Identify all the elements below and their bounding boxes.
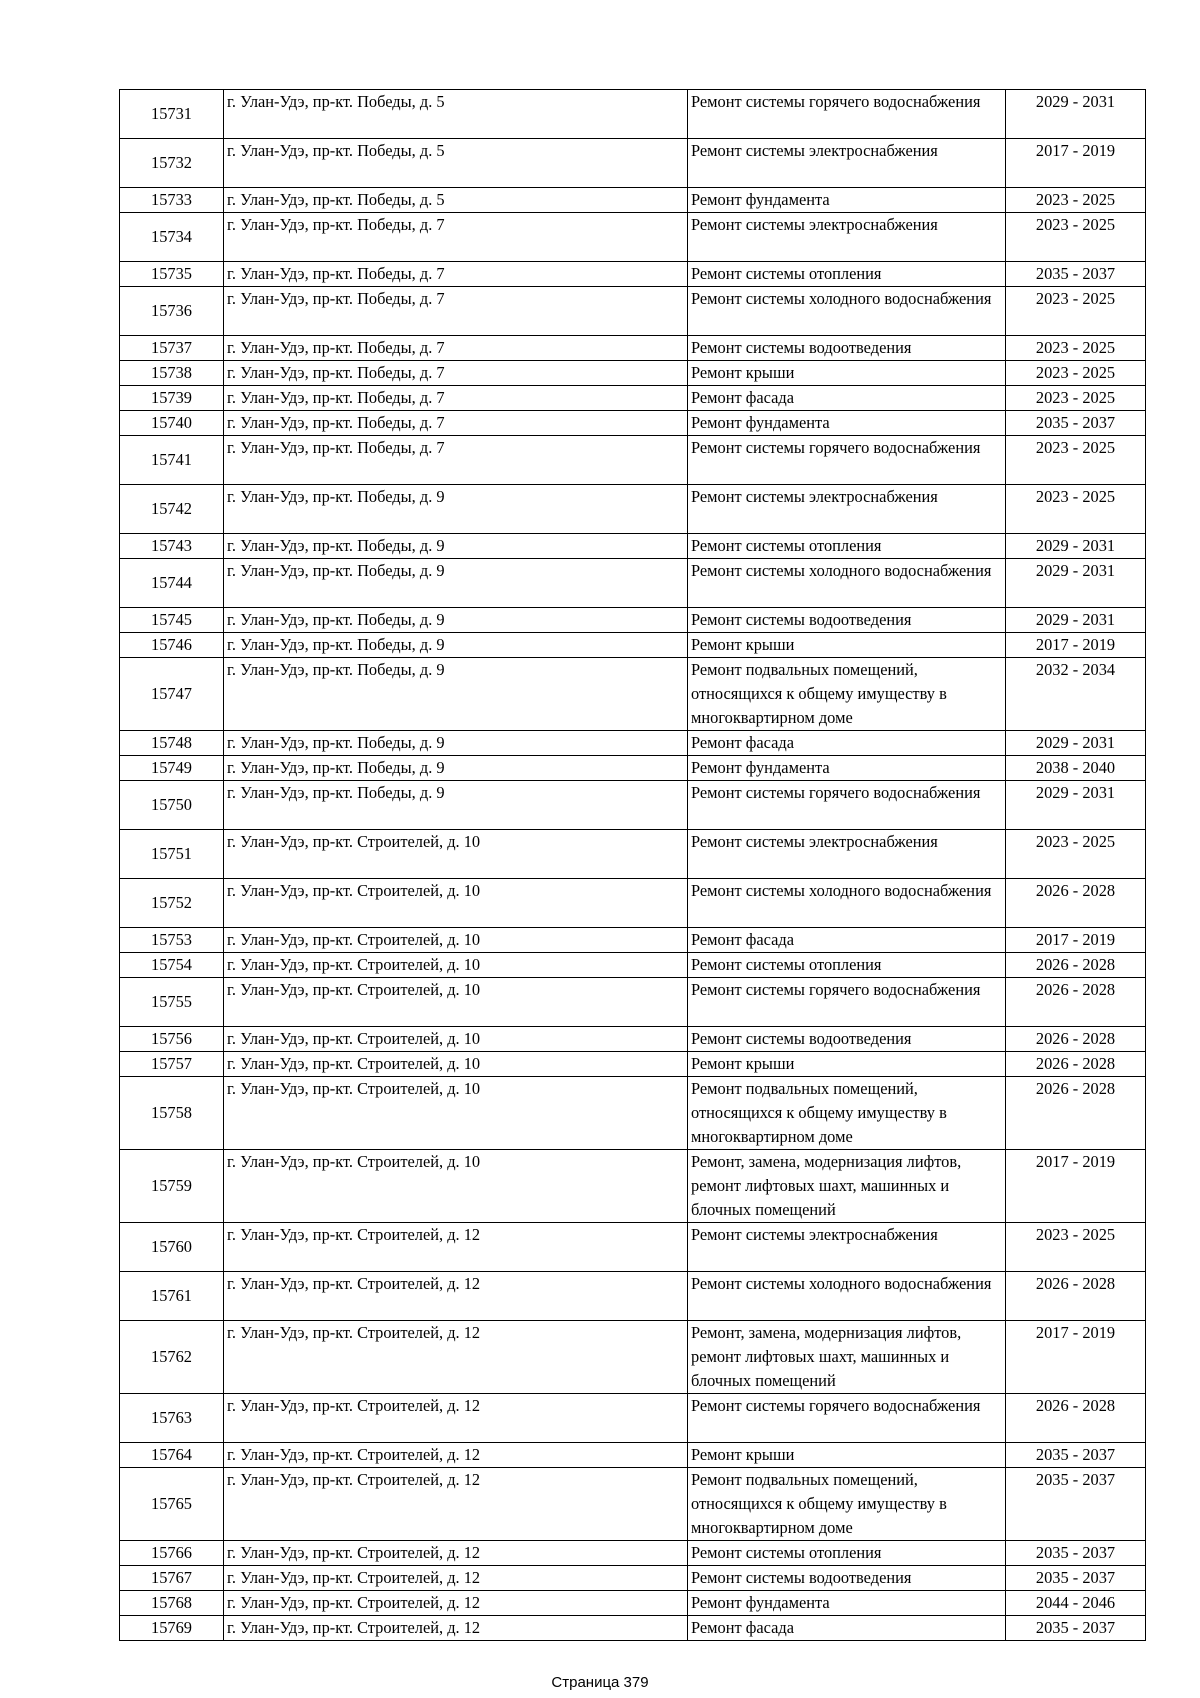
- address-cell: г. Улан-Удэ, пр-кт. Строителей, д. 12: [224, 1443, 688, 1468]
- work-type-cell: Ремонт системы электроснабжения: [688, 830, 1006, 879]
- row-number-cell: 15745: [120, 608, 224, 633]
- work-type-cell: Ремонт крыши: [688, 633, 1006, 658]
- table-row: [120, 188, 1146, 213]
- table-row: [120, 756, 1146, 781]
- row-number-cell: 15753: [120, 928, 224, 953]
- table-row: [120, 731, 1146, 756]
- work-type-cell: Ремонт системы электроснабжения: [688, 485, 1006, 534]
- row-number-cell: 15766: [120, 1541, 224, 1566]
- work-type-cell: Ремонт системы отопления: [688, 534, 1006, 559]
- table-row: [120, 361, 1146, 386]
- work-type-cell: Ремонт фасада: [688, 928, 1006, 953]
- row-number-cell: 15752: [120, 879, 224, 928]
- table-row: [120, 1468, 1146, 1541]
- table-row: [120, 287, 1146, 336]
- table-row: [120, 608, 1146, 633]
- period-cell: 2032 - 2034: [1006, 658, 1146, 731]
- work-type-cell: Ремонт фундамента: [688, 756, 1006, 781]
- table-row: [120, 1591, 1146, 1616]
- row-number-cell: 15751: [120, 830, 224, 879]
- table-row: [120, 1223, 1146, 1272]
- address-cell: г. Улан-Удэ, пр-кт. Победы, д. 5: [224, 139, 688, 188]
- address-cell: г. Улан-Удэ, пр-кт. Строителей, д. 10: [224, 928, 688, 953]
- row-number-cell: 15736: [120, 287, 224, 336]
- table-row: [120, 559, 1146, 608]
- table-row: [120, 1394, 1146, 1443]
- repair-schedule-table: [119, 89, 1146, 1641]
- address-cell: г. Улан-Удэ, пр-кт. Победы, д. 7: [224, 262, 688, 287]
- work-type-cell: Ремонт подвальных помещений, относящихся к общему имуществу в многоквартирном доме: [688, 1077, 1006, 1150]
- table-row: [120, 1616, 1146, 1641]
- address-cell: г. Улан-Удэ, пр-кт. Победы, д. 7: [224, 336, 688, 361]
- work-type-cell: Ремонт фундамента: [688, 1591, 1006, 1616]
- table-row: [120, 534, 1146, 559]
- work-type-cell: Ремонт системы горячего водоснабжения: [688, 90, 1006, 139]
- table-row: [120, 1077, 1146, 1150]
- row-number-cell: 15757: [120, 1052, 224, 1077]
- work-type-cell: Ремонт, замена, модернизация лифтов, ремонт лифтовых шахт, машинных и блочных помещений: [688, 1150, 1006, 1223]
- row-number-cell: 15755: [120, 978, 224, 1027]
- table-row: [120, 386, 1146, 411]
- address-cell: г. Улан-Удэ, пр-кт. Победы, д. 9: [224, 608, 688, 633]
- period-cell: 2026 - 2028: [1006, 1077, 1146, 1150]
- address-cell: г. Улан-Удэ, пр-кт. Победы, д. 9: [224, 756, 688, 781]
- address-cell: г. Улан-Удэ, пр-кт. Победы, д. 7: [224, 436, 688, 485]
- period-cell: 2035 - 2037: [1006, 411, 1146, 436]
- row-number-cell: 15763: [120, 1394, 224, 1443]
- period-cell: 2029 - 2031: [1006, 731, 1146, 756]
- table-row: [120, 1027, 1146, 1052]
- row-number-cell: 15765: [120, 1468, 224, 1541]
- work-type-cell: Ремонт системы электроснабжения: [688, 1223, 1006, 1272]
- period-cell: 2026 - 2028: [1006, 1052, 1146, 1077]
- period-cell: 2044 - 2046: [1006, 1591, 1146, 1616]
- period-cell: 2023 - 2025: [1006, 188, 1146, 213]
- table-row: [120, 436, 1146, 485]
- row-number-cell: 15747: [120, 658, 224, 731]
- address-cell: г. Улан-Удэ, пр-кт. Строителей, д. 10: [224, 953, 688, 978]
- table-row: [120, 1443, 1146, 1468]
- row-number-cell: 15734: [120, 213, 224, 262]
- period-cell: 2023 - 2025: [1006, 336, 1146, 361]
- address-cell: г. Улан-Удэ, пр-кт. Победы, д. 9: [224, 633, 688, 658]
- address-cell: г. Улан-Удэ, пр-кт. Победы, д. 7: [224, 361, 688, 386]
- period-cell: 2026 - 2028: [1006, 879, 1146, 928]
- work-type-cell: Ремонт фасада: [688, 731, 1006, 756]
- address-cell: г. Улан-Удэ, пр-кт. Строителей, д. 12: [224, 1272, 688, 1321]
- period-cell: 2035 - 2037: [1006, 1616, 1146, 1641]
- row-number-cell: 15769: [120, 1616, 224, 1641]
- row-number-cell: 15760: [120, 1223, 224, 1272]
- table-row: [120, 879, 1146, 928]
- work-type-cell: Ремонт системы отопления: [688, 262, 1006, 287]
- period-cell: 2026 - 2028: [1006, 1394, 1146, 1443]
- period-cell: 2023 - 2025: [1006, 830, 1146, 879]
- address-cell: г. Улан-Удэ, пр-кт. Строителей, д. 12: [224, 1616, 688, 1641]
- work-type-cell: Ремонт системы электроснабжения: [688, 213, 1006, 262]
- address-cell: г. Улан-Удэ, пр-кт. Победы, д. 7: [224, 287, 688, 336]
- page-number: Страница 379: [551, 1674, 649, 1691]
- table-row: [120, 658, 1146, 731]
- period-cell: 2035 - 2037: [1006, 262, 1146, 287]
- address-cell: г. Улан-Удэ, пр-кт. Строителей, д. 12: [224, 1394, 688, 1443]
- address-cell: г. Улан-Удэ, пр-кт. Победы, д. 9: [224, 485, 688, 534]
- work-type-cell: Ремонт крыши: [688, 1052, 1006, 1077]
- row-number-cell: 15743: [120, 534, 224, 559]
- row-number-cell: 15731: [120, 90, 224, 139]
- table-row: [120, 213, 1146, 262]
- period-cell: 2029 - 2031: [1006, 608, 1146, 633]
- period-cell: 2023 - 2025: [1006, 213, 1146, 262]
- row-number-cell: 15738: [120, 361, 224, 386]
- table-row: [120, 90, 1146, 139]
- address-cell: г. Улан-Удэ, пр-кт. Строителей, д. 12: [224, 1468, 688, 1541]
- work-type-cell: Ремонт системы холодного водоснабжения: [688, 879, 1006, 928]
- table-row: [120, 411, 1146, 436]
- table-row: [120, 978, 1146, 1027]
- address-cell: г. Улан-Удэ, пр-кт. Строителей, д. 12: [224, 1223, 688, 1272]
- work-type-cell: Ремонт системы горячего водоснабжения: [688, 1394, 1006, 1443]
- period-cell: 2017 - 2019: [1006, 139, 1146, 188]
- period-cell: 2023 - 2025: [1006, 436, 1146, 485]
- period-cell: 2029 - 2031: [1006, 534, 1146, 559]
- row-number-cell: 15741: [120, 436, 224, 485]
- row-number-cell: 15733: [120, 188, 224, 213]
- address-cell: г. Улан-Удэ, пр-кт. Строителей, д. 12: [224, 1541, 688, 1566]
- work-type-cell: Ремонт системы водоотведения: [688, 1566, 1006, 1591]
- row-number-cell: 15768: [120, 1591, 224, 1616]
- address-cell: г. Улан-Удэ, пр-кт. Победы, д. 7: [224, 386, 688, 411]
- period-cell: 2017 - 2019: [1006, 1321, 1146, 1394]
- table-row: [120, 139, 1146, 188]
- period-cell: 2023 - 2025: [1006, 1223, 1146, 1272]
- period-cell: 2017 - 2019: [1006, 1150, 1146, 1223]
- address-cell: г. Улан-Удэ, пр-кт. Победы, д. 9: [224, 534, 688, 559]
- work-type-cell: Ремонт системы горячего водоснабжения: [688, 436, 1006, 485]
- work-type-cell: Ремонт системы водоотведения: [688, 608, 1006, 633]
- address-cell: г. Улан-Удэ, пр-кт. Победы, д. 5: [224, 90, 688, 139]
- period-cell: 2035 - 2037: [1006, 1468, 1146, 1541]
- work-type-cell: Ремонт крыши: [688, 1443, 1006, 1468]
- address-cell: г. Улан-Удэ, пр-кт. Строителей, д. 12: [224, 1566, 688, 1591]
- table-row: [120, 830, 1146, 879]
- row-number-cell: 15735: [120, 262, 224, 287]
- period-cell: 2029 - 2031: [1006, 559, 1146, 608]
- period-cell: 2023 - 2025: [1006, 386, 1146, 411]
- address-cell: г. Улан-Удэ, пр-кт. Строителей, д. 12: [224, 1321, 688, 1394]
- row-number-cell: 15742: [120, 485, 224, 534]
- period-cell: 2035 - 2037: [1006, 1566, 1146, 1591]
- address-cell: г. Улан-Удэ, пр-кт. Победы, д. 9: [224, 658, 688, 731]
- address-cell: г. Улан-Удэ, пр-кт. Строителей, д. 10: [224, 1077, 688, 1150]
- row-number-cell: 15732: [120, 139, 224, 188]
- work-type-cell: Ремонт подвальных помещений, относящихся к общему имуществу в многоквартирном доме: [688, 658, 1006, 731]
- row-number-cell: 15750: [120, 781, 224, 830]
- period-cell: 2029 - 2031: [1006, 90, 1146, 139]
- address-cell: г. Улан-Удэ, пр-кт. Строителей, д. 10: [224, 830, 688, 879]
- row-number-cell: 15762: [120, 1321, 224, 1394]
- period-cell: 2026 - 2028: [1006, 978, 1146, 1027]
- address-cell: г. Улан-Удэ, пр-кт. Строителей, д. 10: [224, 1052, 688, 1077]
- table-row: [120, 1150, 1146, 1223]
- work-type-cell: Ремонт фасада: [688, 1616, 1006, 1641]
- work-type-cell: Ремонт крыши: [688, 361, 1006, 386]
- period-cell: 2023 - 2025: [1006, 485, 1146, 534]
- table-row: [120, 1321, 1146, 1394]
- address-cell: г. Улан-Удэ, пр-кт. Строителей, д. 10: [224, 879, 688, 928]
- period-cell: 2017 - 2019: [1006, 633, 1146, 658]
- period-cell: 2035 - 2037: [1006, 1541, 1146, 1566]
- address-cell: г. Улан-Удэ, пр-кт. Победы, д. 7: [224, 213, 688, 262]
- table-row: [120, 1566, 1146, 1591]
- work-type-cell: Ремонт системы горячего водоснабжения: [688, 978, 1006, 1027]
- row-number-cell: 15758: [120, 1077, 224, 1150]
- row-number-cell: 15737: [120, 336, 224, 361]
- table-body: [120, 90, 1146, 1641]
- period-cell: 2026 - 2028: [1006, 1272, 1146, 1321]
- table-row: [120, 928, 1146, 953]
- address-cell: г. Улан-Удэ, пр-кт. Строителей, д. 10: [224, 1027, 688, 1052]
- row-number-cell: 15748: [120, 731, 224, 756]
- address-cell: г. Улан-Удэ, пр-кт. Строителей, д. 10: [224, 978, 688, 1027]
- address-cell: г. Улан-Удэ, пр-кт. Строителей, д. 10: [224, 1150, 688, 1223]
- table-row: [120, 953, 1146, 978]
- row-number-cell: 15764: [120, 1443, 224, 1468]
- period-cell: 2035 - 2037: [1006, 1443, 1146, 1468]
- row-number-cell: 15746: [120, 633, 224, 658]
- table-row: [120, 1272, 1146, 1321]
- work-type-cell: Ремонт системы горячего водоснабжения: [688, 781, 1006, 830]
- work-type-cell: Ремонт системы холодного водоснабжения: [688, 559, 1006, 608]
- address-cell: г. Улан-Удэ, пр-кт. Победы, д. 5: [224, 188, 688, 213]
- table-row: [120, 781, 1146, 830]
- period-cell: 2029 - 2031: [1006, 781, 1146, 830]
- row-number-cell: 15754: [120, 953, 224, 978]
- work-type-cell: Ремонт подвальных помещений, относящихся к общему имуществу в многоквартирном доме: [688, 1468, 1006, 1541]
- table-row: [120, 336, 1146, 361]
- row-number-cell: 15761: [120, 1272, 224, 1321]
- work-type-cell: Ремонт фасада: [688, 386, 1006, 411]
- work-type-cell: Ремонт, замена, модернизация лифтов, ремонт лифтовых шахт, машинных и блочных помещений: [688, 1321, 1006, 1394]
- period-cell: 2026 - 2028: [1006, 953, 1146, 978]
- address-cell: г. Улан-Удэ, пр-кт. Победы, д. 7: [224, 411, 688, 436]
- table-row: [120, 633, 1146, 658]
- row-number-cell: 15739: [120, 386, 224, 411]
- row-number-cell: 15759: [120, 1150, 224, 1223]
- work-type-cell: Ремонт фундамента: [688, 411, 1006, 436]
- address-cell: г. Улан-Удэ, пр-кт. Победы, д. 9: [224, 731, 688, 756]
- work-type-cell: Ремонт системы холодного водоснабжения: [688, 287, 1006, 336]
- period-cell: 2023 - 2025: [1006, 361, 1146, 386]
- table-row: [120, 1052, 1146, 1077]
- address-cell: г. Улан-Удэ, пр-кт. Победы, д. 9: [224, 781, 688, 830]
- period-cell: 2017 - 2019: [1006, 928, 1146, 953]
- address-cell: г. Улан-Удэ, пр-кт. Победы, д. 9: [224, 559, 688, 608]
- row-number-cell: 15756: [120, 1027, 224, 1052]
- period-cell: 2038 - 2040: [1006, 756, 1146, 781]
- table-row: [120, 1541, 1146, 1566]
- period-cell: 2023 - 2025: [1006, 287, 1146, 336]
- address-cell: г. Улан-Удэ, пр-кт. Строителей, д. 12: [224, 1591, 688, 1616]
- row-number-cell: 15767: [120, 1566, 224, 1591]
- work-type-cell: Ремонт системы электроснабжения: [688, 139, 1006, 188]
- work-type-cell: Ремонт системы холодного водоснабжения: [688, 1272, 1006, 1321]
- work-type-cell: Ремонт системы водоотведения: [688, 336, 1006, 361]
- work-type-cell: Ремонт фундамента: [688, 188, 1006, 213]
- work-type-cell: Ремонт системы отопления: [688, 1541, 1006, 1566]
- period-cell: 2026 - 2028: [1006, 1027, 1146, 1052]
- table-row: [120, 485, 1146, 534]
- table-row: [120, 262, 1146, 287]
- work-type-cell: Ремонт системы водоотведения: [688, 1027, 1006, 1052]
- row-number-cell: 15744: [120, 559, 224, 608]
- work-type-cell: Ремонт системы отопления: [688, 953, 1006, 978]
- row-number-cell: 15740: [120, 411, 224, 436]
- row-number-cell: 15749: [120, 756, 224, 781]
